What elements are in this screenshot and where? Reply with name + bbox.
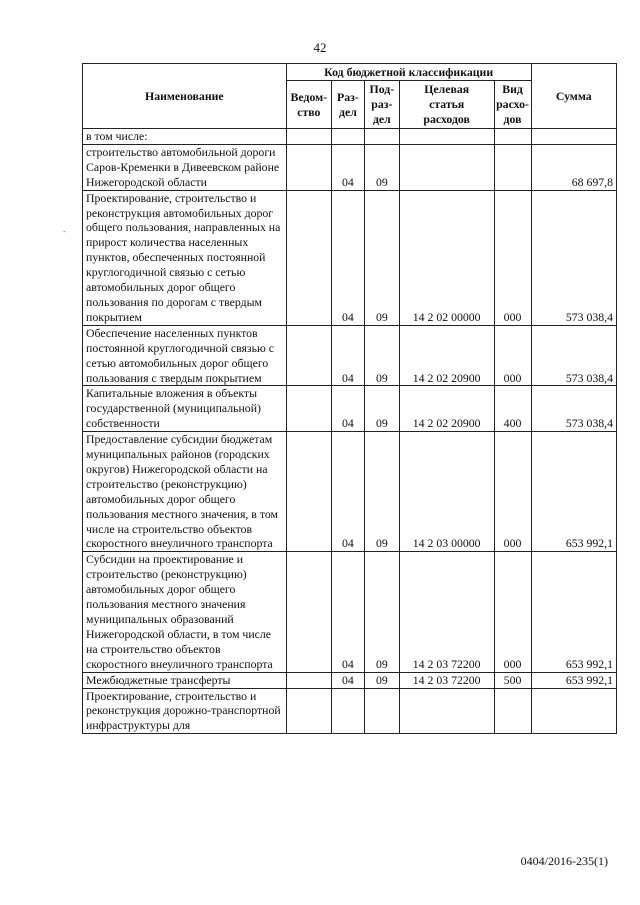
table-row <box>83 190 617 325</box>
document-code: 0404/2016-235(1) <box>520 854 608 868</box>
cell-raz: 04 <box>331 432 364 552</box>
cell-sum <box>531 129 616 145</box>
cell-raz: 04 <box>331 144 364 190</box>
table-header <box>83 64 617 129</box>
cell-raz: 04 <box>331 190 364 325</box>
cell-vid: 400 <box>494 386 531 432</box>
cell-name: Субсидии на проектирование и строительство (реконструкцию) автомобильных дорог общего пользования местного значения муниципальных образований Нижегородской области, в том числе на строительство объектов скоростного внеуличного транспорта <box>83 552 287 672</box>
cell-raz: 04 <box>331 552 364 672</box>
cell-raz: 04 <box>331 325 364 386</box>
cell-ved <box>286 129 331 145</box>
cell-ved <box>286 386 331 432</box>
table-row <box>83 688 617 734</box>
table-row <box>83 432 617 552</box>
table-row <box>83 144 617 190</box>
budget-table <box>82 63 617 734</box>
cell-raz: 04 <box>331 386 364 432</box>
cell-vid: 000 <box>494 552 531 672</box>
cell-name: Проектирование, строительство и реконструкция автомобильных дорог общего пользования, направленных на прирост количества населенных пунктов, обеспеченных постоянной круглогодичной связью с сетью автомобильных дорог общего пользования по дорогам с твердым покрытием <box>83 190 287 325</box>
cell-raz <box>331 688 364 734</box>
cell-pod <box>364 129 399 145</box>
header-ved: Ведом- ство <box>286 81 331 129</box>
cell-name: строительство автомобильной дороги Саров-Кременки в Дивеевском районе Нижегородской области <box>83 144 287 190</box>
cell-pod: 09 <box>364 325 399 386</box>
cell-name: в том числе: <box>83 129 287 145</box>
cell-name: Проектирование, строительство и реконструкция дорожно-транспортной инфраструктуры для <box>83 688 287 734</box>
cell-vid <box>494 144 531 190</box>
cell-pod: 09 <box>364 144 399 190</box>
cell-name: Предоставление субсидии бюджетам муниципальных районов (городских округов) Нижегородской области на строительство (реконструкцию) автомобильных дорог общего пользования местного значения, в том числе на строительство объектов скоростного внеуличного транспорта <box>83 432 287 552</box>
table-row <box>83 672 617 688</box>
cell-tsel <box>399 144 494 190</box>
cell-ved <box>286 190 331 325</box>
cell-raz: 04 <box>331 672 364 688</box>
cell-ved <box>286 144 331 190</box>
cell-ved <box>286 325 331 386</box>
cell-tsel <box>399 129 494 145</box>
cell-sum: 653 992,1 <box>531 432 616 552</box>
cell-vid: 500 <box>494 672 531 688</box>
cell-pod: 09 <box>364 386 399 432</box>
cell-ved <box>286 432 331 552</box>
header-tsel: Целевая статья расходов <box>399 81 494 129</box>
cell-ved <box>286 552 331 672</box>
cell-name: Межбюджетные трансферты <box>83 672 287 688</box>
cell-tsel <box>399 688 494 734</box>
cell-pod <box>364 688 399 734</box>
header-raz: Раз- дел <box>331 81 364 129</box>
cell-pod: 09 <box>364 190 399 325</box>
margin-mark: - <box>63 227 66 236</box>
table-row <box>83 552 617 672</box>
cell-sum: 573 038,4 <box>531 325 616 386</box>
cell-sum: 653 992,1 <box>531 672 616 688</box>
cell-name: Обеспечение населенных пунктов постоянной круглогодичной связью с сетью автомобильных дорог общего пользования с твердым покрытием <box>83 325 287 386</box>
cell-vid: 000 <box>494 432 531 552</box>
cell-sum: 573 038,4 <box>531 386 616 432</box>
header-sum: Сумма <box>531 64 616 129</box>
cell-vid <box>494 688 531 734</box>
header-pod: Под- раз- дел <box>364 81 399 129</box>
header-vid: Вид расхо- дов <box>494 81 531 129</box>
cell-vid <box>494 129 531 145</box>
cell-sum: 68 697,8 <box>531 144 616 190</box>
cell-sum: 573 038,4 <box>531 190 616 325</box>
cell-vid: 000 <box>494 325 531 386</box>
cell-sum <box>531 688 616 734</box>
table-row <box>83 386 617 432</box>
table-row <box>83 325 617 386</box>
header-group: Код бюджетной классификации <box>286 64 531 81</box>
cell-tsel: 14 2 02 00000 <box>399 190 494 325</box>
cell-vid: 000 <box>494 190 531 325</box>
table-row <box>83 129 617 145</box>
table-body <box>83 129 617 734</box>
cell-pod: 09 <box>364 672 399 688</box>
cell-ved <box>286 688 331 734</box>
cell-tsel: 14 2 03 00000 <box>399 432 494 552</box>
cell-pod: 09 <box>364 552 399 672</box>
cell-ved <box>286 672 331 688</box>
cell-raz <box>331 129 364 145</box>
cell-tsel: 14 2 03 72200 <box>399 672 494 688</box>
cell-pod: 09 <box>364 432 399 552</box>
cell-sum: 653 992,1 <box>531 552 616 672</box>
cell-tsel: 14 2 03 72200 <box>399 552 494 672</box>
cell-tsel: 14 2 02 20900 <box>399 386 494 432</box>
header-name: Наименование <box>83 64 287 129</box>
cell-tsel: 14 2 02 20900 <box>399 325 494 386</box>
cell-name: Капитальные вложения в объекты государственной (муниципальной) собственности <box>83 386 287 432</box>
page-number: 42 <box>313 40 327 55</box>
